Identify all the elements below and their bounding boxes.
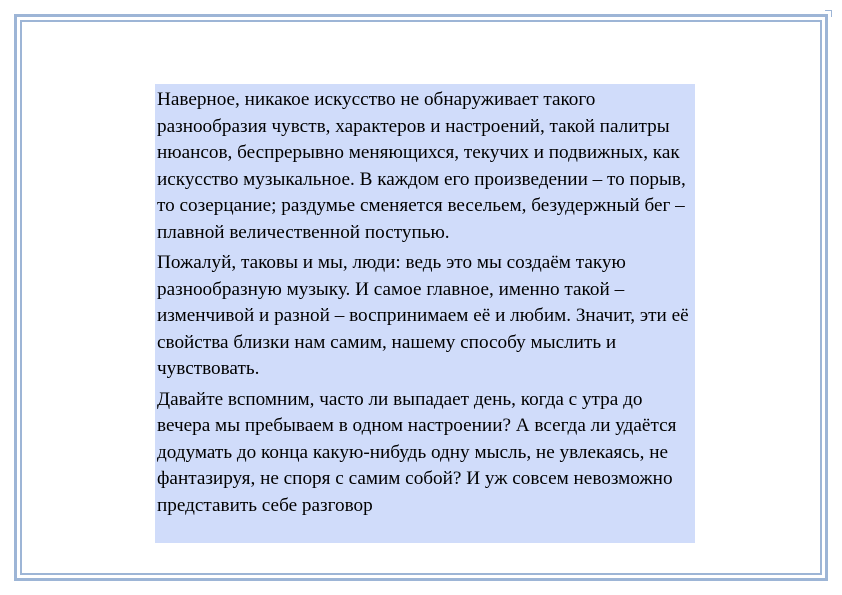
text-block[interactable]: [155, 84, 695, 543]
paragraph-1: Наверное, никакое искусство не обнаруживает такого разнообразия чувств, характеров и настроений, такой палитры нюансов, беспрерывно меняющихся, текучих и подвижных, как искусство музыкальное. В каждом его произведении – то порыв, то созерцание; раздумье сменяется весельем, безудержный бег – плавной величественной поступью.: [157, 89, 686, 243]
paragraph-3: Давайте вспомним, часто ли выпадает день, когда с утра до вечера мы пребываем в одном настроении? А всегда ли удаётся додумать до конца какую-нибудь одну мысль, не увлекаясь, не фантазируя, не споря с самим собой? И уж совсем невозможно представить себе разговор: [157, 388, 677, 516]
frame-corner-ornament: [825, 10, 832, 17]
paragraph-2: Пожалуй, таковы и мы, люди: ведь это мы создаём такую разнообразную музыку. И самое главное, именно такой – изменчивой и разной – воспринимаем её и любим. Значит, эти её свойства близки нам самим, нашему способу мыслить и чувствовать.: [157, 252, 689, 379]
